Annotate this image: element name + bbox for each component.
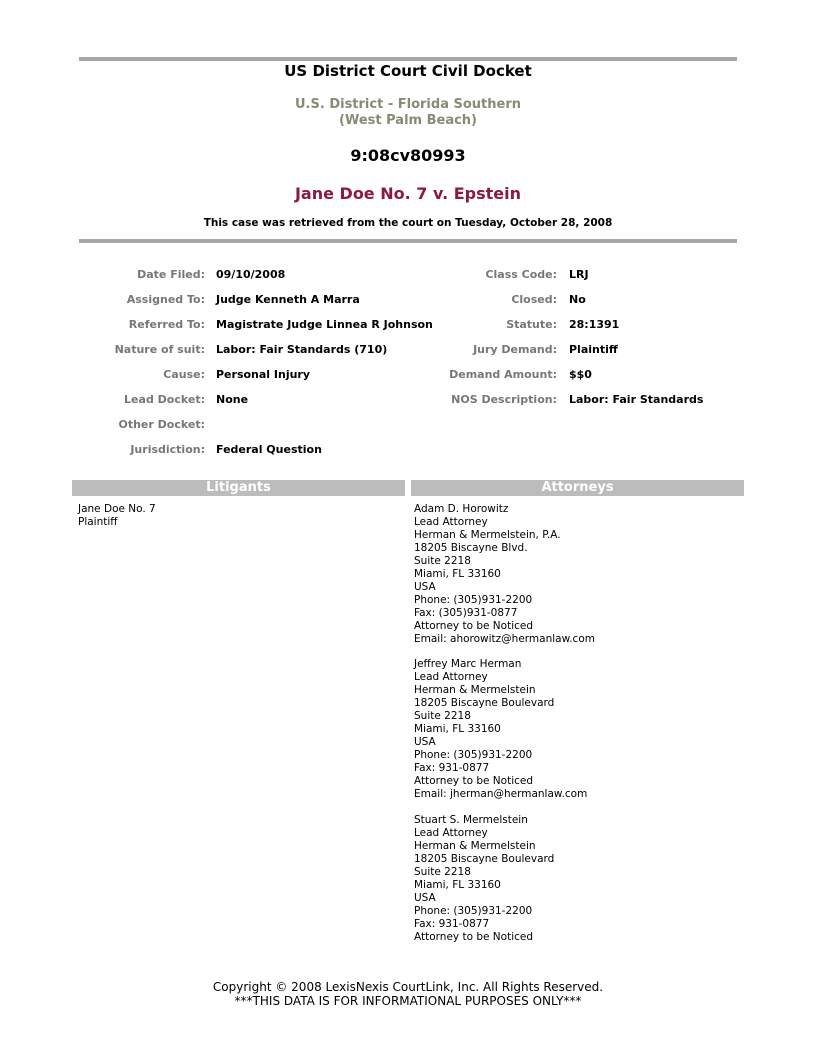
litigant-name: Jane Doe No. 7	[78, 503, 156, 515]
attorney-country: USA	[414, 581, 436, 593]
copyright-text: Copyright © 2008 LexisNexis CourtLink, Inc. All Rights Reserved.	[212, 980, 604, 994]
attorney-name: Jeffrey Marc Herman	[414, 658, 522, 670]
jurisdiction-label: Jurisdiction:	[130, 443, 205, 456]
assigned-to-value: Judge Kenneth A Marra	[216, 293, 360, 306]
disclaimer-text: ***THIS DATA IS FOR INFORMATIONAL PURPOSES ONLY***	[234, 994, 582, 1008]
date-filed-value: 09/10/2008	[216, 268, 286, 281]
attorney-notice: Attorney to be Noticed	[414, 775, 534, 787]
attorney-street: 18205 Biscayne Blvd.	[414, 542, 528, 554]
jurisdiction-value: Federal Question	[216, 443, 322, 456]
docket-number: 9:08cv80993	[350, 146, 466, 165]
attorney-phone: Phone: (305)931-2200	[414, 905, 533, 917]
attorneys-header: Attorneys	[411, 480, 744, 496]
attorney-city: Miami, FL 33160	[414, 723, 501, 735]
nos-description-value: Labor: Fair Standards	[569, 393, 704, 406]
top-rule	[79, 57, 737, 61]
attorney-phone: Phone: (305)931-2200	[414, 594, 533, 606]
court-line-1: U.S. District - Florida Southern	[295, 97, 521, 112]
nature-of-suit-value: Labor: Fair Standards (710)	[216, 343, 388, 356]
closed-label: Closed:	[511, 293, 557, 306]
attorney-role: Lead Attorney	[414, 671, 488, 683]
attorney-suite: Suite 2218	[414, 555, 471, 567]
attorney-firm: Herman & Mermelstein	[414, 840, 536, 852]
statute-label: Statute:	[506, 318, 557, 331]
attorney-fax: Fax: 931-0877	[414, 918, 490, 930]
class-code-label: Class Code:	[485, 268, 557, 281]
page-title: US District Court Civil Docket	[284, 62, 532, 80]
court-name	[0, 97, 816, 129]
lead-docket-value: None	[216, 393, 249, 406]
attorney-fax: Fax: 931-0877	[414, 762, 490, 774]
jury-demand-value: Plaintiff	[569, 343, 618, 356]
demand-amount-label: Demand Amount:	[449, 368, 557, 381]
attorney-firm: Herman & Mermelstein	[414, 684, 536, 696]
attorney-suite: Suite 2218	[414, 710, 471, 722]
attorney-firm: Herman & Mermelstein, P.A.	[414, 529, 561, 541]
other-docket-label: Other Docket:	[118, 418, 205, 431]
closed-value: No	[569, 293, 586, 306]
attorney-country: USA	[414, 736, 436, 748]
assigned-to-label: Assigned To:	[126, 293, 205, 306]
attorney-role: Lead Attorney	[414, 516, 488, 528]
footer	[0, 980, 816, 1008]
attorney-name: Adam D. Horowitz	[414, 503, 509, 515]
attorney-entry	[414, 658, 587, 801]
referred-to-label: Referred To:	[128, 318, 205, 331]
lead-docket-label: Lead Docket:	[124, 393, 205, 406]
header-bottom-rule	[79, 239, 737, 243]
nature-of-suit-label: Nature of suit:	[114, 343, 205, 356]
attorney-entry	[414, 814, 554, 944]
referred-to-value: Magistrate Judge Linnea R Johnson	[216, 318, 433, 331]
retrieved-note: This case was retrieved from the court on Tuesday, October 28, 2008	[203, 217, 613, 229]
attorney-role: Lead Attorney	[414, 827, 488, 839]
statute-value: 28:1391	[569, 318, 620, 331]
cause-value: Personal Injury	[216, 368, 311, 381]
demand-amount-value: $$0	[569, 368, 592, 381]
litigants-header: Litigants	[72, 480, 405, 496]
class-code-value: LRJ	[569, 268, 589, 281]
attorney-suite: Suite 2218	[414, 866, 471, 878]
litigant-entry	[78, 503, 156, 529]
jury-demand-label: Jury Demand:	[473, 343, 557, 356]
attorney-street: 18205 Biscayne Boulevard	[414, 853, 555, 865]
case-name: Jane Doe No. 7 v. Epstein	[294, 184, 522, 203]
court-line-2: (West Palm Beach)	[339, 113, 477, 128]
attorney-country: USA	[414, 892, 436, 904]
nos-description-label: NOS Description:	[451, 393, 557, 406]
date-filed-label: Date Filed:	[137, 268, 205, 281]
attorney-city: Miami, FL 33160	[414, 879, 501, 891]
attorney-phone: Phone: (305)931-2200	[414, 749, 533, 761]
cause-label: Cause:	[163, 368, 205, 381]
attorney-entry	[414, 503, 595, 646]
attorney-city: Miami, FL 33160	[414, 568, 501, 580]
attorney-email: Email: jherman@hermanlaw.com	[414, 788, 588, 800]
attorney-fax: Fax: (305)931-0877	[414, 607, 518, 619]
attorney-name: Stuart S. Mermelstein	[414, 814, 528, 826]
litigant-role: Plaintiff	[78, 516, 118, 528]
attorney-email: Email: ahorowitz@hermanlaw.com	[414, 633, 595, 645]
attorney-notice: Attorney to be Noticed	[414, 620, 534, 632]
attorney-street: 18205 Biscayne Boulevard	[414, 697, 555, 709]
attorney-notice: Attorney to be Noticed	[414, 931, 534, 943]
